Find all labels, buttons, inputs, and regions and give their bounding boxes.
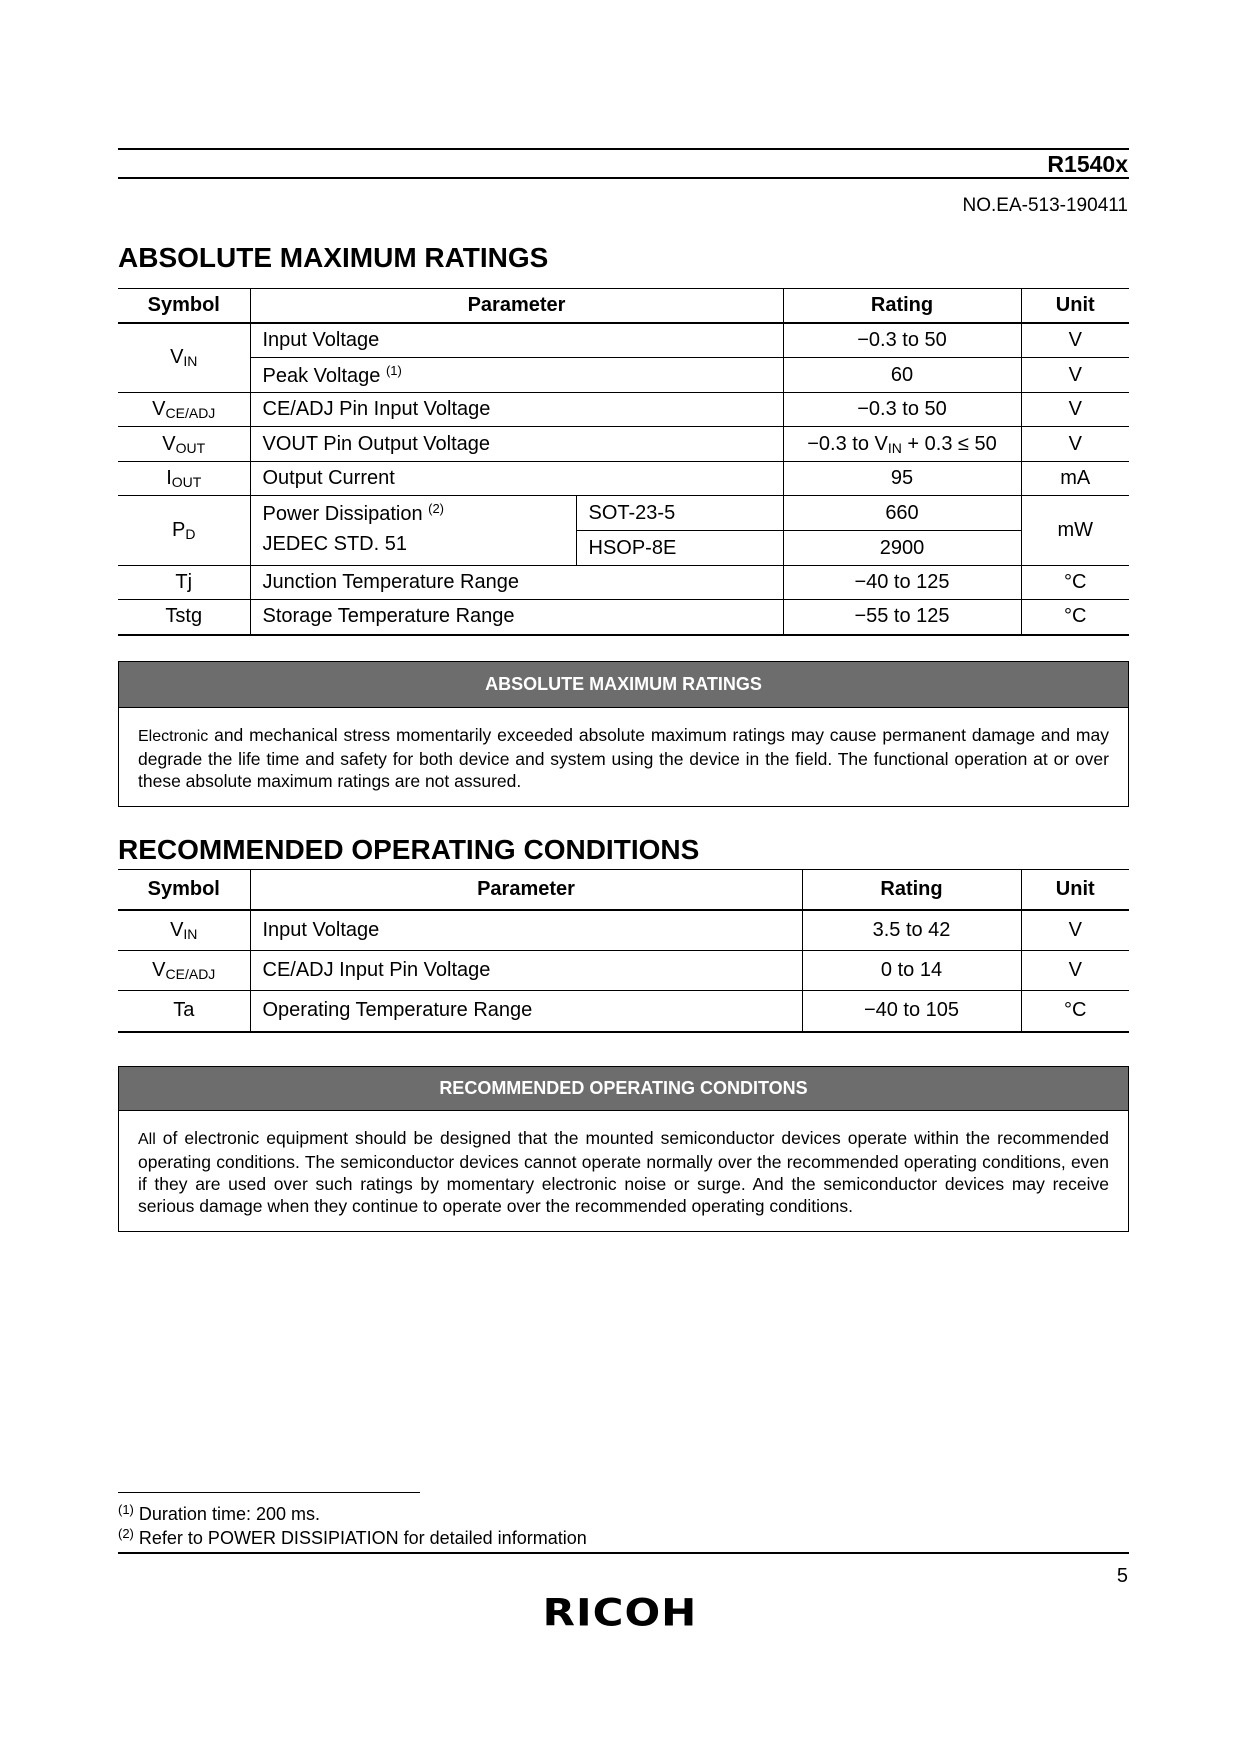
roc-unit-ce-adj-voltage: V [1021, 951, 1129, 991]
roc-param-input-voltage: Input Voltage [250, 910, 802, 951]
amr-section-title: ABSOLUTE MAXIMUM RATINGS [118, 242, 549, 273]
roc-unit-operating-temperature: °C [1021, 991, 1129, 1032]
roc-header-unit: Unit [1021, 870, 1129, 910]
param-junction-temperature: Junction Temperature Range [250, 566, 783, 600]
table-row [118, 323, 1129, 358]
table-row [118, 566, 1129, 600]
unit-input-voltage: V [1021, 323, 1129, 358]
symbol-iout: $I_{OUT}$ [118, 462, 250, 496]
document-number: NO.EA-513-190411 [962, 195, 1128, 216]
rating-hsop-8e: 2900 [783, 531, 1021, 566]
footnote-2: $^{(2)}$ Refer to POWER DISSIPIATION for detailed information [118, 1526, 587, 1548]
footnote-rule [118, 1492, 420, 1493]
rating-ce-adj-voltage: −0.3 to 50 [783, 393, 1021, 427]
amr-header-parameter: Parameter [250, 289, 783, 323]
part-number: R1540x [1047, 151, 1128, 177]
roc-rating-operating-temperature: −40 to 105 [802, 991, 1021, 1032]
symbol-pd: $P_D$ [118, 496, 250, 566]
table-row [118, 910, 1129, 951]
rating-sot-23-5: 660 [783, 496, 1021, 531]
roc-unit-input-voltage: V [1021, 910, 1129, 951]
table-row [118, 462, 1129, 496]
header-rule-top [118, 148, 1129, 150]
amr-header-unit: Unit [1021, 289, 1129, 323]
rating-junction-temperature: −40 to 125 [783, 566, 1021, 600]
table-row [118, 358, 1129, 393]
amr-table [118, 288, 1129, 636]
footer-rule [118, 1552, 1129, 1554]
roc-symbol-vce-adj: $V_{CE/ADJ}$ [118, 951, 250, 991]
table-row [118, 600, 1129, 635]
amr-note-title: ABSOLUTE MAXIMUM RATINGS [119, 662, 1128, 708]
amr-header-symbol: Symbol [118, 289, 250, 323]
symbol-vce-adj: $V_{CE/ADJ}$ [118, 393, 250, 427]
param-vout-voltage: VOUT Pin Output Voltage [250, 427, 783, 462]
package-hsop-8e: HSOP-8E [576, 531, 783, 566]
table-row [118, 531, 1129, 566]
amr-note-box [118, 661, 1129, 807]
roc-param-ce-adj-voltage: CE/ADJ Input Pin Voltage [250, 951, 802, 991]
rating-vout-voltage: −0.3 to $V_{IN} + 0.3 \le 50$ [783, 427, 1021, 462]
roc-note-text: All of electronic equipment should be designed that the mounted semiconductor devices operate within the recommended operating conditions. The semiconductor devices cannot operate normally over the recommended operating conditions, even if they are used over such ratings by momentary electronic noise or surge. And the semiconductor devices may receive serious damage when they continue to operate over the recommended operating conditions. [138, 1128, 1109, 1216]
package-sot-23-5: SOT-23-5 [576, 496, 783, 531]
page-number: 5 [1116, 1565, 1128, 1587]
unit-power-dissipation: mW [1021, 496, 1129, 566]
unit-peak-voltage: V [1021, 358, 1129, 393]
amr-note-text: Electronic and mechanical stress momentarily exceeded absolute maximum ratings may cause permanent damage and may degrade the life time and safety for both device and system using the device in the field. The functional operation at or over these absolute maximum ratings are not assured. [138, 725, 1109, 791]
unit-storage-temperature: °C [1021, 600, 1129, 635]
param-power-dissipation: Power Dissipation $^{(2)}$ [250, 496, 576, 531]
rating-input-voltage: −0.3 to 50 [783, 323, 1021, 358]
roc-note-box [118, 1066, 1129, 1232]
ricoh-logo: RICOH [542, 1590, 698, 1635]
unit-ce-adj-voltage: V [1021, 393, 1129, 427]
roc-header-symbol: Symbol [118, 870, 250, 910]
rating-output-current: 95 [783, 462, 1021, 496]
table-row [118, 496, 1129, 531]
header-rule-bottom [118, 177, 1129, 179]
roc-rating-input-voltage: 3.5 to 42 [802, 910, 1021, 951]
param-input-voltage: Input Voltage [250, 323, 783, 358]
symbol-vin: $V_{IN}$ [118, 323, 250, 393]
rating-storage-temperature: −55 to 125 [783, 600, 1021, 635]
unit-vout-voltage: V [1021, 427, 1129, 462]
roc-symbol-vin: $V_{IN}$ [118, 910, 250, 951]
roc-table [118, 869, 1129, 1033]
unit-output-current: mA [1021, 462, 1129, 496]
roc-section-title: RECOMMENDED OPERATING CONDITIONS [118, 834, 700, 865]
amr-header-rating: Rating [783, 289, 1021, 323]
param-peak-voltage: Peak Voltage $^{(1)}$ [250, 358, 783, 393]
unit-junction-temperature: °C [1021, 566, 1129, 600]
param-ce-adj-voltage: CE/ADJ Pin Input Voltage [250, 393, 783, 427]
table-row [118, 427, 1129, 462]
symbol-tj: Tj [118, 566, 250, 600]
table-row [118, 393, 1129, 427]
roc-note-title: RECOMMENDED OPERATING CONDITONS [119, 1067, 1128, 1111]
roc-rating-ce-adj-voltage: 0 to 14 [802, 951, 1021, 991]
table-row [118, 951, 1129, 991]
table-row [118, 991, 1129, 1032]
roc-header-rating: Rating [802, 870, 1021, 910]
footnote-1: $^{(1)}$ Duration time: 200 ms. [118, 1502, 320, 1524]
roc-header-parameter: Parameter [250, 870, 802, 910]
roc-param-operating-temperature: Operating Temperature Range [250, 991, 802, 1032]
rating-peak-voltage: 60 [783, 358, 1021, 393]
param-jedec: JEDEC STD. 51 [250, 531, 576, 566]
param-storage-temperature: Storage Temperature Range [250, 600, 783, 635]
param-output-current: Output Current [250, 462, 783, 496]
symbol-vout: $V_{OUT}$ [118, 427, 250, 462]
roc-symbol-ta: Ta [118, 991, 250, 1032]
symbol-tstg: Tstg [118, 600, 250, 635]
